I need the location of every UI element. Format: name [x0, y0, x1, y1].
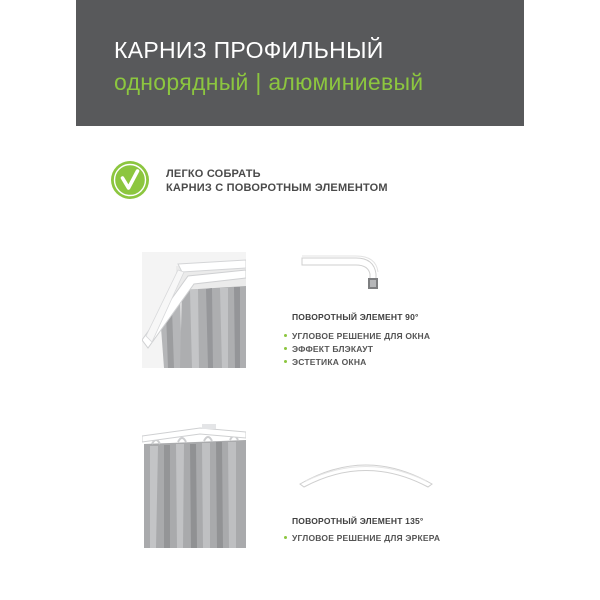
element-90-item-3 — [284, 357, 367, 367]
product-title: КАРНИЗ ПРОФИЛЬНЫЙ — [114, 37, 384, 63]
product-subtitle: однорядный | алюминиевый — [114, 69, 424, 95]
element-90-item-2 — [284, 344, 373, 354]
bullet-icon — [284, 536, 287, 539]
bullet-icon — [284, 334, 287, 337]
element-135-title: ПОВОРОТНЫЙ ЭЛЕМЕНТ 135° — [292, 516, 424, 526]
element-90-item-1-label: УГЛОВОЕ РЕШЕНИЕ ДЛЯ ОКНА — [292, 331, 431, 341]
element-90-title: ПОВОРОТНЫЙ ЭЛЕМЕНТ 90° — [292, 312, 419, 322]
curtain-90-photo — [142, 252, 246, 368]
element-90-item-2-label: ЭФФЕКТ БЛЭКАУТ — [292, 344, 374, 354]
element-135-item-1 — [284, 533, 440, 543]
curtain-135-photo — [142, 420, 246, 548]
element-135-item-1-label: УГЛОВОЕ РЕШЕНИЕ ДЛЯ ЭРКЕРА — [292, 533, 441, 543]
element-90-item-1 — [284, 331, 430, 341]
feature-line-1: ЛЕГКО СОБРАТЬ — [166, 168, 261, 180]
bend-135-element-image — [296, 450, 436, 490]
header-banner — [76, 0, 524, 126]
element-90-item-3-label: ЭСТЕТИКА ОКНА — [292, 357, 367, 367]
bend-90-element-image — [296, 250, 386, 292]
bullet-icon — [284, 347, 287, 350]
bullet-icon — [284, 360, 287, 363]
feature-line-2: КАРНИЗ С ПОВОРОТНЫМ ЭЛЕМЕНТОМ — [166, 182, 388, 194]
checkmark-circle-icon — [110, 160, 150, 200]
